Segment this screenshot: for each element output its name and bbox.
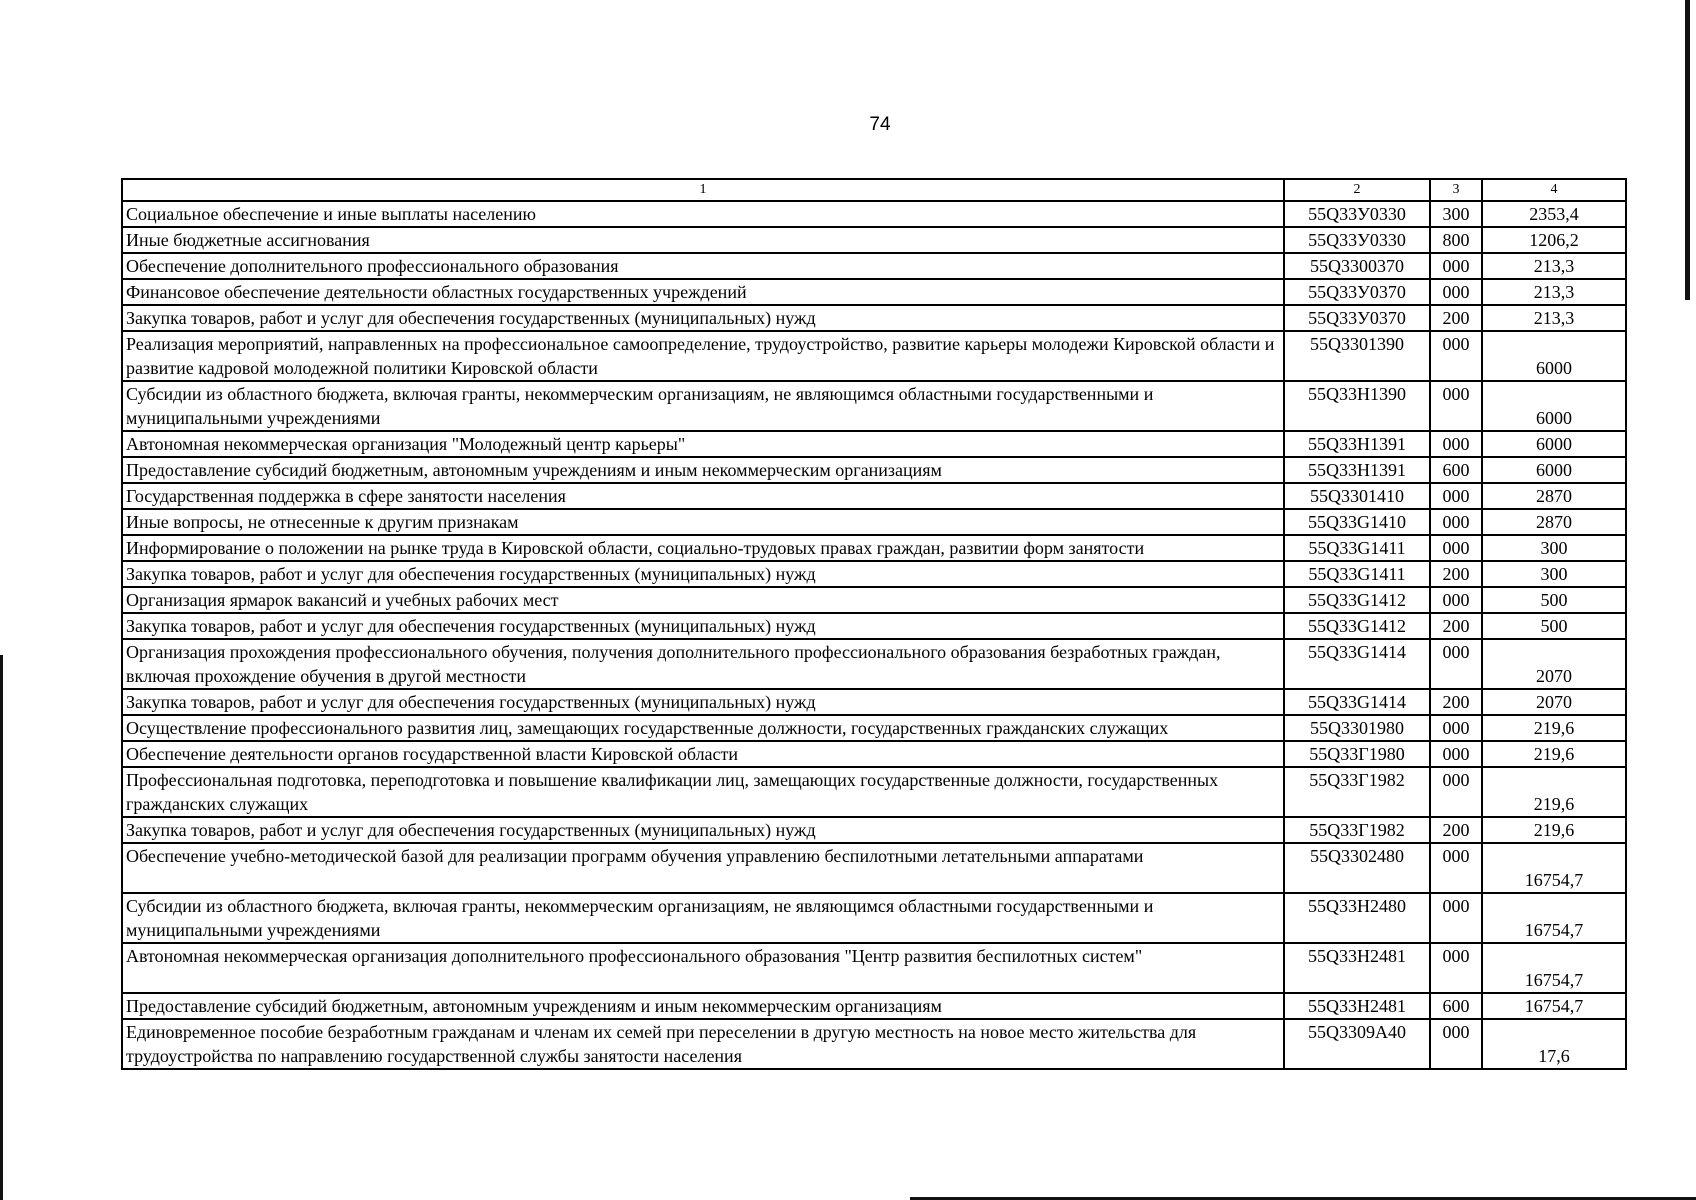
- header-cell-1: 1: [122, 179, 1284, 201]
- table-body: [122, 201, 1626, 1069]
- row-type: 000: [1430, 483, 1482, 509]
- row-amount: 16754,7: [1482, 893, 1626, 943]
- row-type: 300: [1430, 201, 1482, 227]
- table-row: [122, 561, 1626, 587]
- row-name: Осуществление профессионального развития лиц, замещающих государственные должности, государственных гражданских служащих: [122, 715, 1284, 741]
- row-name: Обеспечение учебно-методической базой для реализации программ обучения управлению беспилотными летательными аппаратами: [122, 843, 1284, 893]
- table-row: [122, 483, 1626, 509]
- table-row: [122, 279, 1626, 305]
- table-header-row: [122, 179, 1626, 201]
- row-name: Автономная некоммерческая организация дополнительного профессионального образования "Центр развития беспилотных систем": [122, 943, 1284, 993]
- table-row: [122, 689, 1626, 715]
- table-row: [122, 943, 1626, 993]
- row-amount: 6000: [1482, 457, 1626, 483]
- row-amount: 500: [1482, 587, 1626, 613]
- row-amount: 16754,7: [1482, 843, 1626, 893]
- row-amount: 2870: [1482, 483, 1626, 509]
- row-code: 55Q33Н1391: [1284, 457, 1430, 483]
- row-amount: 300: [1482, 535, 1626, 561]
- row-amount: 16754,7: [1482, 993, 1626, 1019]
- row-amount: 16754,7: [1482, 943, 1626, 993]
- header-cell-4: 4: [1482, 179, 1626, 201]
- row-code: 55Q33Н1390: [1284, 381, 1430, 431]
- row-name: Закупка товаров, работ и услуг для обеспечения государственных (муниципальных) нужд: [122, 613, 1284, 639]
- row-code: 55Q33G1411: [1284, 561, 1430, 587]
- row-type: 000: [1430, 715, 1482, 741]
- row-code: 55Q33Н2481: [1284, 993, 1430, 1019]
- scan-edge-left: [0, 655, 3, 1200]
- row-name: Финансовое обеспечение деятельности областных государственных учреждений: [122, 279, 1284, 305]
- table-row: [122, 893, 1626, 943]
- row-code: 55Q3300370: [1284, 253, 1430, 279]
- row-name: Автономная некоммерческая организация "Молодежный центр карьеры": [122, 431, 1284, 457]
- row-amount: 2870: [1482, 509, 1626, 535]
- row-name: Иные вопросы, не отнесенные к другим признакам: [122, 509, 1284, 535]
- table-row: [122, 305, 1626, 331]
- row-type: 200: [1430, 689, 1482, 715]
- row-code: 55Q33Н2481: [1284, 943, 1430, 993]
- page-number: 74: [869, 114, 891, 135]
- row-name: Субсидии из областного бюджета, включая гранты, некоммерческим организациям, не являющимся областными государственными и муниципальными учреждениями: [122, 893, 1284, 943]
- row-code: 55Q3301980: [1284, 715, 1430, 741]
- row-amount: 219,6: [1482, 715, 1626, 741]
- row-name: Единовременное пособие безработным гражданам и членам их семей при переселении в другую местность на новое место жительства для трудоустройства по направлению государственной службы занятости населения: [122, 1019, 1284, 1069]
- header-cell-2: 2: [1284, 179, 1430, 201]
- table-row: [122, 843, 1626, 893]
- row-name: Профессиональная подготовка, переподготовка и повышение квалификации лиц, замещающих государственные должности, государственных гражданских служащих: [122, 767, 1284, 817]
- row-type: 000: [1430, 587, 1482, 613]
- row-amount: 219,6: [1482, 767, 1626, 817]
- row-type: 200: [1430, 817, 1482, 843]
- row-type: 000: [1430, 509, 1482, 535]
- row-type: 000: [1430, 741, 1482, 767]
- table-row: [122, 715, 1626, 741]
- row-code: 55Q33G1411: [1284, 535, 1430, 561]
- row-type: 000: [1430, 843, 1482, 893]
- row-type: 000: [1430, 943, 1482, 993]
- row-code: 55Q3302480: [1284, 843, 1430, 893]
- table-row: [122, 253, 1626, 279]
- row-code: 55Q33Г1980: [1284, 741, 1430, 767]
- row-amount: 6000: [1482, 381, 1626, 431]
- row-amount: 6000: [1482, 331, 1626, 381]
- row-code: 55Q33У0330: [1284, 227, 1430, 253]
- row-amount: 2070: [1482, 639, 1626, 689]
- row-type: 000: [1430, 767, 1482, 817]
- row-type: 600: [1430, 457, 1482, 483]
- row-amount: 213,3: [1482, 253, 1626, 279]
- row-amount: 2353,4: [1482, 201, 1626, 227]
- row-type: 000: [1430, 639, 1482, 689]
- row-name: Субсидии из областного бюджета, включая гранты, некоммерческим организациям, не являющимся областными государственными и муниципальными учреждениями: [122, 381, 1284, 431]
- table-row: [122, 509, 1626, 535]
- budget-table: [121, 178, 1627, 1070]
- row-type: 800: [1430, 227, 1482, 253]
- row-amount: 219,6: [1482, 741, 1626, 767]
- row-type: 000: [1430, 893, 1482, 943]
- row-code: 55Q33G1410: [1284, 509, 1430, 535]
- table-row: [122, 741, 1626, 767]
- row-amount: 6000: [1482, 431, 1626, 457]
- row-code: 55Q33У0370: [1284, 279, 1430, 305]
- row-type: 600: [1430, 993, 1482, 1019]
- scan-edge-right: [1685, 0, 1690, 300]
- row-type: 000: [1430, 331, 1482, 381]
- row-type: 200: [1430, 613, 1482, 639]
- row-amount: 300: [1482, 561, 1626, 587]
- row-name: Реализация мероприятий, направленных на профессиональное самоопределение, трудоустройство, развитие карьеры молодежи Кировской области и развитие кадровой молодежной политики Кировской области: [122, 331, 1284, 381]
- row-amount: 500: [1482, 613, 1626, 639]
- row-name: Информирование о положении на рынке труда в Кировской области, социально-трудовых правах граждан, развитии форм занятости: [122, 535, 1284, 561]
- row-type: 000: [1430, 279, 1482, 305]
- row-code: 55Q3309А40: [1284, 1019, 1430, 1069]
- row-code: 55Q33Г1982: [1284, 767, 1430, 817]
- table-row: [122, 535, 1626, 561]
- row-code: 55Q3301390: [1284, 331, 1430, 381]
- row-name: Организация ярмарок вакансий и учебных рабочих мест: [122, 587, 1284, 613]
- row-name: Закупка товаров, работ и услуг для обеспечения государственных (муниципальных) нужд: [122, 689, 1284, 715]
- row-code: 55Q33G1414: [1284, 689, 1430, 715]
- row-amount: 219,6: [1482, 817, 1626, 843]
- table-row: [122, 1019, 1626, 1069]
- table-row: [122, 201, 1626, 227]
- header-cell-3: 3: [1430, 179, 1482, 201]
- row-type: 000: [1430, 381, 1482, 431]
- row-code: 55Q33G1414: [1284, 639, 1430, 689]
- table-row: [122, 613, 1626, 639]
- table-row: [122, 381, 1626, 431]
- row-name: Предоставление субсидий бюджетным, автономным учреждениям и иным некоммерческим организациям: [122, 993, 1284, 1019]
- row-code: 55Q3301410: [1284, 483, 1430, 509]
- row-amount: 213,3: [1482, 279, 1626, 305]
- row-name: Закупка товаров, работ и услуг для обеспечения государственных (муниципальных) нужд: [122, 817, 1284, 843]
- row-name: Обеспечение деятельности органов государственной власти Кировской области: [122, 741, 1284, 767]
- row-type: 000: [1430, 253, 1482, 279]
- row-name: Иные бюджетные ассигнования: [122, 227, 1284, 253]
- row-type: 200: [1430, 561, 1482, 587]
- row-amount: 2070: [1482, 689, 1626, 715]
- row-name: Государственная поддержка в сфере занятости населения: [122, 483, 1284, 509]
- table-row: [122, 457, 1626, 483]
- row-amount: 17,6: [1482, 1019, 1626, 1069]
- row-code: 55Q33У0370: [1284, 305, 1430, 331]
- row-code: 55Q33Н2480: [1284, 893, 1430, 943]
- row-name: Социальное обеспечение и иные выплаты населению: [122, 201, 1284, 227]
- row-type: 000: [1430, 431, 1482, 457]
- row-code: 55Q33У0330: [1284, 201, 1430, 227]
- table-row: [122, 993, 1626, 1019]
- row-type: 000: [1430, 535, 1482, 561]
- row-code: 55Q33Н1391: [1284, 431, 1430, 457]
- row-name: Обеспечение дополнительного профессионального образования: [122, 253, 1284, 279]
- row-name: Закупка товаров, работ и услуг для обеспечения государственных (муниципальных) нужд: [122, 561, 1284, 587]
- table-row: [122, 587, 1626, 613]
- row-code: 55Q33G1412: [1284, 587, 1430, 613]
- row-code: 55Q33Г1982: [1284, 817, 1430, 843]
- row-name: Закупка товаров, работ и услуг для обеспечения государственных (муниципальных) нужд: [122, 305, 1284, 331]
- row-type: 000: [1430, 1019, 1482, 1069]
- row-name: Предоставление субсидий бюджетным, автономным учреждениям и иным некоммерческим организациям: [122, 457, 1284, 483]
- row-code: 55Q33G1412: [1284, 613, 1430, 639]
- table-row: [122, 227, 1626, 253]
- table-row: [122, 767, 1626, 817]
- row-name: Организация прохождения профессионального обучения, получения дополнительного профессионального образования безработных граждан, включая прохождение обучения в другой местности: [122, 639, 1284, 689]
- row-type: 200: [1430, 305, 1482, 331]
- table-row: [122, 331, 1626, 381]
- table-row: [122, 431, 1626, 457]
- table-row: [122, 817, 1626, 843]
- table-row: [122, 639, 1626, 689]
- row-amount: 1206,2: [1482, 227, 1626, 253]
- row-amount: 213,3: [1482, 305, 1626, 331]
